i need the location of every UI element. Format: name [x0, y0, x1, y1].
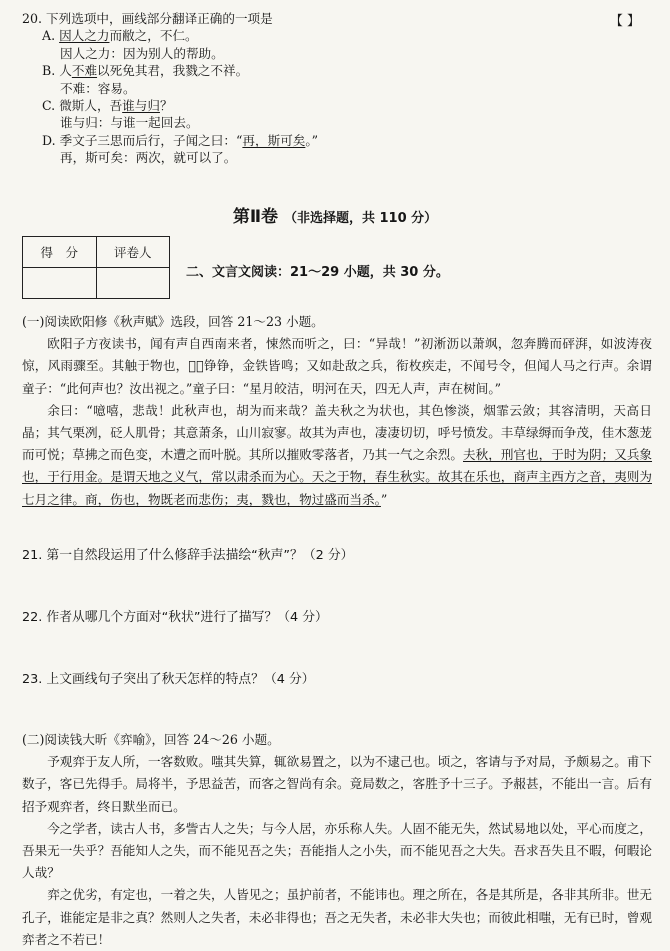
- part-2-title: 第Ⅱ卷: [232, 207, 279, 227]
- score-cell[interactable]: [23, 268, 97, 299]
- answer-bracket[interactable]: 【 】: [609, 14, 640, 29]
- underlined-phrase: 不难: [71, 63, 98, 79]
- option-c[interactable]: C. 微斯人，吾谁与归？: [42, 98, 173, 114]
- section-2-title: 二、文言文阅读：21～29 小题，共 30 分。: [186, 265, 449, 280]
- part-2-subtitle: （非选择题，共 110 分）: [283, 211, 438, 226]
- score-label: 得 分: [23, 237, 97, 268]
- underlined-sentences: 夫秋，刑官也，于时为阴；又兵象也，于行用金。是谓天地之义气，常以肃杀而为心。天之于物，春生秋实。故其在乐也，商声主西方之音，夷则为七月之律。商，伤也，物既老而悲伤；夷，戮也，物过盛而当杀。: [22, 447, 653, 507]
- reading-1-intro: (一)阅读欧阳修《秋声赋》选段，回答 21～23 小题。: [22, 314, 324, 329]
- underlined-phrase: 谁与归: [122, 98, 160, 114]
- reading-2-intro: (二)阅读钱大昕《弈喻》，回答 24～26 小题。: [22, 732, 280, 747]
- question-22: 22. 作者从哪几个方面对“秋状”进行了描写？（4 分）: [22, 610, 328, 625]
- option-b[interactable]: B. 人不难以死免其君，我戮之不祥。: [42, 63, 249, 79]
- reading-2: [22, 729, 652, 951]
- question-23: 23. 上文画线句子突出了秋天怎样的特点？（4 分）: [22, 672, 315, 687]
- reading-2-para-2: 今之学者，读古人书，多訾古人之失；与今人居，亦乐称人失。人固不能无失，然试易地以处，平心而度之，吾果无一失乎？吾能知人之失，而不能见吾之失；吾能指人之小失，而不能见吾之大失。吾求吾失且不暇，何暇论人哉？: [22, 820, 652, 881]
- part-2-heading: [0, 202, 670, 227]
- grader-label: 评卷人: [96, 237, 170, 268]
- option-d[interactable]: D. 季文子三思而后行，子闻之曰：“再，斯可矣。”: [42, 132, 319, 148]
- option-d-note: 再，斯可矣：两次，就可以了。: [60, 150, 237, 166]
- question-21: 21. 第一自然段运用了什么修辞手法描绘“秋声”？（2 分）: [22, 548, 354, 563]
- reading-1: [22, 311, 652, 511]
- option-b-note: 不难：容易。: [60, 80, 136, 96]
- reading-2-para-3: 弈之优劣，有定也，一着之失，人皆见之；虽护前者，不能讳也。理之所在，各是其所是，各非其所非。世无孔子，谁能定是非之真？然则人之失者，未必非得也；吾之无失者，未必非大失也；而彼此相嗤，无有已时，曾观弈者之不若已！: [22, 887, 652, 947]
- reading-2-para-1: 予观弈于友人所，一客数败。嗤其失算，辄欲易置之，以为不逮己也。顷之，客请与予对局，予颇易之。甫下数子，客已先得手。局将半，予思益苦，而客之智尚有余。竟局数之，客胜予十三子。予赧甚，不能出一言。后有招予观弈者，终日默坐而已。: [22, 754, 652, 814]
- underlined-phrase: 因人之力: [59, 28, 110, 44]
- reading-1-para-1: 欧阳子方夜读书，闻有声自西南来者，悚然而听之，曰：“异哉！”初淅沥以萧飒，忽奔腾而砰湃，如波涛夜惊，风雨骤至。其触于物也，𦏁𦏁铮铮，金铁皆鸣；又如赴敌之兵，衔枚疾走，不闻号令，但闻人马之行声。余谓童子：“此何声也？汝出视之。”童子曰：“星月皎洁，明河在天，四无人声，声在树间。”: [22, 336, 652, 396]
- option-a[interactable]: A. 因人之力而敝之，不仁。: [42, 28, 198, 44]
- question-20-stem: 20. 下列选项中，画线部分翻译正确的一项是: [22, 11, 273, 26]
- score-box: [22, 236, 170, 299]
- reading-1-para-2: 余曰：“噫嘻，悲哉！此秋声也，胡为而来哉？盖夫秋之为状也，其色惨淡，烟霏云敛；其容清明，天高日晶；其气栗冽，砭人肌骨；其意萧条，山川寂寥。故其为声也，凄凄切切，呼号愤发。丰草绿缛而争茂，佳木葱茏而可悦；草拂之而色变，木遭之而叶脱。其所以摧败零落者，乃其一气之余烈。夫秋，刑官也，于时为阴；又兵象也，于行用金。是谓天地之义气，常以肃杀而为心。天之于物，春生秋实。故其在乐也，商声主西方之音，夷则为七月之律。商，伤也，物既老而悲伤；夷，戮也，物过盛而当杀。”: [22, 402, 653, 507]
- underlined-phrase: 再，斯可矣: [242, 132, 306, 148]
- question-20: [22, 10, 662, 167]
- option-a-note: 因人之力：因为别人的帮助。: [60, 45, 224, 61]
- option-c-note: 谁与归：与谁一起回去。: [60, 115, 199, 131]
- grader-cell[interactable]: [96, 268, 170, 299]
